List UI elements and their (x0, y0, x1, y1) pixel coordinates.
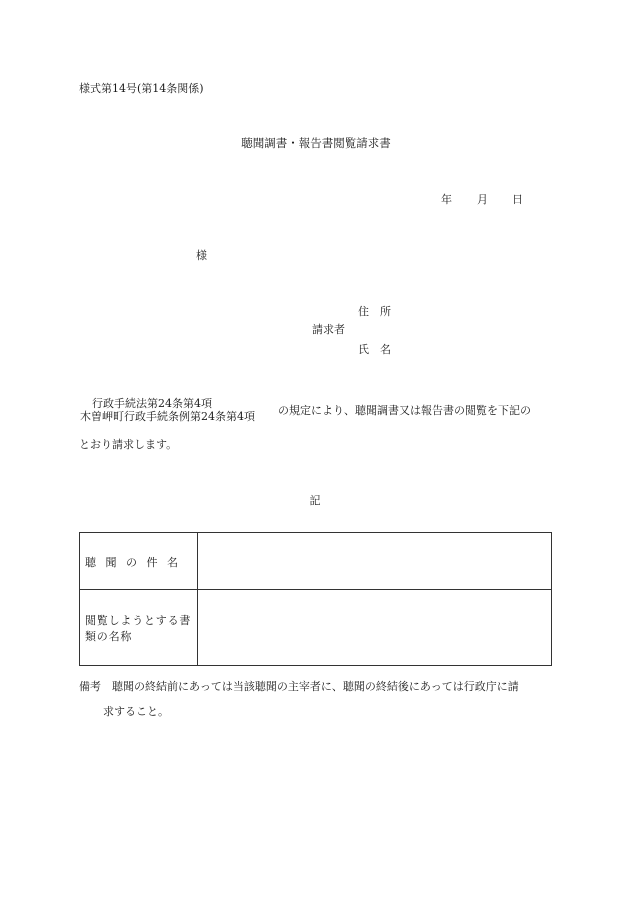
remarks-line-1: 備考 聴聞の終結前にあっては当該聴聞の主宰者に、聴聞の終結後にあっては行政庁に請 (79, 680, 519, 693)
date-day-label: 日 (512, 193, 523, 206)
table-label-cell (80, 589, 198, 665)
hearing-subject-field[interactable] (198, 533, 551, 589)
table-row (80, 589, 551, 665)
body-text-line-1: の規定により、聴聞調書又は報告書の閲覧を下記の (278, 404, 531, 417)
law-reference-2: 木曽岬町行政手続条例第24条第4項 (80, 410, 255, 423)
request-table (79, 532, 552, 666)
form-number: 様式第14号(第14条関係) (79, 82, 204, 95)
addressee-honorific: 様 (196, 249, 207, 262)
name-label: 氏 名 (358, 343, 391, 356)
remarks-line-2: 求すること。 (103, 705, 169, 718)
table-row (80, 533, 551, 590)
date-month-label: 月 (477, 193, 488, 206)
hearing-subject-label: 聴聞の件名 (85, 556, 188, 569)
requester-label: 請求者 (312, 323, 345, 336)
document-name-label: 閲覧しようとする書類の名称 (85, 614, 192, 643)
body-text-line-2: とおり請求します。 (79, 438, 178, 451)
table-label-cell (80, 533, 198, 589)
document-title: 聴聞調書・報告書閲覧請求書 (241, 136, 391, 150)
address-label: 住 所 (358, 305, 391, 318)
ki-heading: 記 (309, 494, 321, 507)
date-year-label: 年 (441, 193, 452, 206)
document-name-field[interactable] (198, 589, 551, 665)
law-reference-1: 行政手続法第24条第4項 (92, 397, 212, 410)
